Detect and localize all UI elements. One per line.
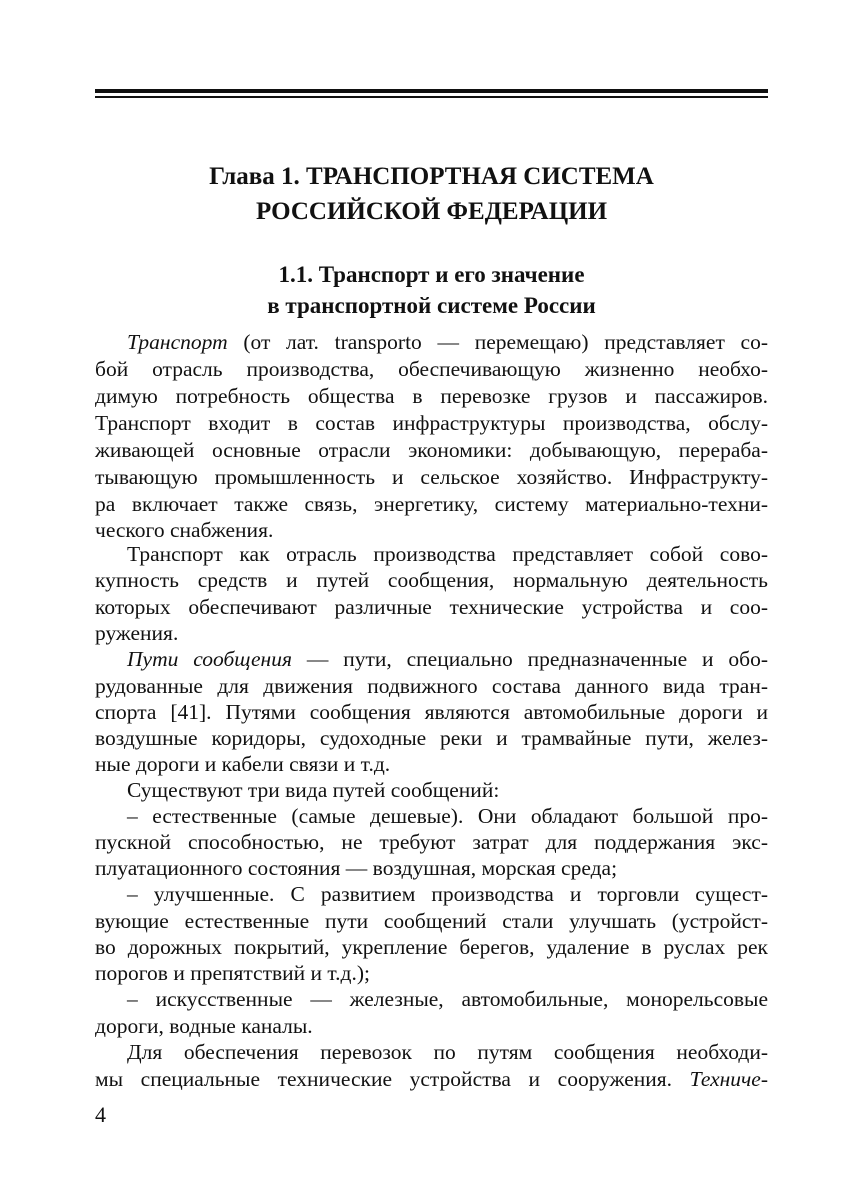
text-line: воздушные коридоры, судоходные реки и трамвайные пути, желез- [95, 726, 768, 750]
text-line: спорта [41]. Путями сообщения являются автомобильные дороги и [95, 700, 768, 724]
text-line: – улучшенные. С развитием производства и торговли сущест- [127, 882, 768, 906]
text-line: ные дороги и кабели связи и т.д. [95, 752, 391, 776]
chapter-title [95, 159, 768, 229]
text-line: плуатационного состояния — воздушная, морская среда; [95, 856, 618, 880]
text-line: пускной способностью, не требуют затрат для поддержания экс- [95, 830, 768, 854]
text-line: купность средств и путей сообщения, нормальную деятельность [95, 568, 768, 592]
text-line: ческого снабжения. [95, 518, 274, 542]
section-title-line-2: в транспортной системе России [267, 293, 596, 318]
text-line: Пути сообщения — пути, специально предназначенные и обо- [127, 647, 769, 671]
text-line: дороги, водные каналы. [95, 1014, 313, 1038]
text-line: тывающую промышленность и сельское хозяйство. Инфраструкту- [95, 465, 768, 489]
text-line: вующие естественные пути сообщений стали улучшать (устройст- [95, 909, 768, 933]
text-line: рудованные для движения подвижного состава данного вида тран- [95, 674, 768, 698]
text-line: Для обеспечения перевозок по путям сообщения необходи- [127, 1040, 768, 1064]
text-line: Транспорт входит в состав инфраструктуры производства, обслу- [95, 411, 768, 435]
text-line: живающей основные отрасли экономики: добывающую, перераба- [95, 438, 768, 462]
text-line: – естественные (самые дешевые). Они обладают большой про- [127, 804, 768, 828]
chapter-title-line-1: Глава 1. ТРАНСПОРТНАЯ СИСТЕМА [209, 163, 654, 190]
text-line: Существуют три вида путей сообщений: [127, 778, 500, 802]
text-line: которых обеспечивают различные технические устройства и соо- [95, 595, 768, 619]
text-line: во дорожных покрытий, укрепление берегов, удаление в руслах рек [95, 935, 768, 959]
section-title-line-1: 1.1. Транспорт и его значение [278, 262, 585, 287]
section-title [95, 259, 768, 321]
text-line: димую потребность общества в перевозке грузов и пассажиров. [95, 384, 768, 408]
text-line: порогов и препятствий и т.д.); [95, 961, 371, 985]
text-line: бой отрасль производства, обеспечивающую жизненно необхо- [95, 357, 768, 381]
text-line: мы специальные технические устройства и сооружения. Техниче- [95, 1067, 769, 1091]
text-line: – искусственные — железные, автомобильные, монорельсовые [127, 987, 768, 1011]
page-number: 4 [95, 1102, 106, 1127]
italic-term: Пути сообщения [127, 647, 292, 671]
italic-term: Техниче- [689, 1067, 769, 1091]
italic-term: Транспорт [127, 330, 228, 354]
text-line: ра включает также связь, энергетику, систему материально-техни- [95, 492, 768, 516]
text-line: Транспорт (от лат. transporto — перемещаю) представляет со- [127, 330, 768, 354]
chapter-title-line-2: РОССИЙСКОЙ ФЕДЕРАЦИИ [255, 198, 608, 225]
text-line: Транспорт как отрасль производства представляет собой сово- [127, 542, 768, 566]
header-rule-thin [95, 96, 768, 98]
text-line: ружения. [95, 621, 179, 645]
header-rule-thick [95, 89, 768, 93]
